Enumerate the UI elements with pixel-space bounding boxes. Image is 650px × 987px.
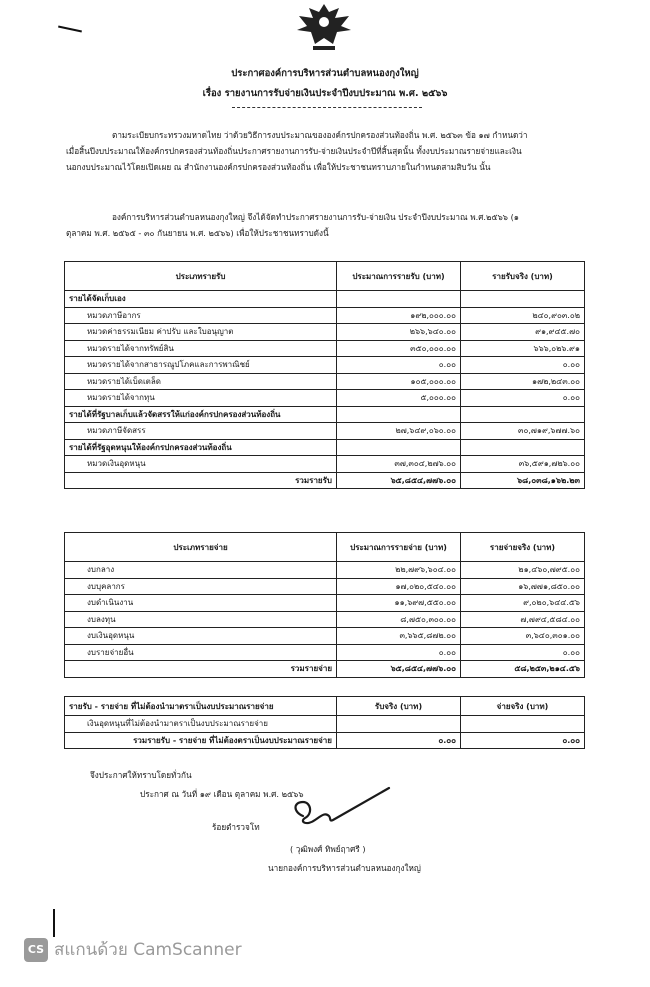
cell-label: งบกลาง [65,562,337,579]
cell-label: งบดำเนินงาน [65,595,337,612]
intro-line-4: องค์การบริหารส่วนตำบลหนองกุงใหญ่ จึงได้จัดทำประกาศรายงานการรับ-จ่ายเงิน ประจำปีงบประมาณ พ.ศ.๒๕๖๖ (๑ [112,212,519,222]
cell-est: ๒๖๖,๖๔๐.๐๐ [337,324,461,341]
cell-est: ๑๐๕,๐๐๐.๐๐ [337,373,461,390]
cell-act: ๓๖,๕๙๑,๗๒๖.๐๐ [461,456,585,473]
cell-label: รวมรายจ่าย [65,661,337,678]
table-row [65,406,585,423]
camscanner-logo-icon: CS [24,938,48,962]
table-row [65,324,585,341]
cell-label: รวมรายรับ [65,472,337,489]
cell-est: ๖๕,๘๕๔,๗๗๖.๐๐ [337,472,461,489]
table-row [65,456,585,473]
cell-act [461,439,585,456]
cell-est: ๑๑,๖๙๗,๕๕๐.๐๐ [337,595,461,612]
table-row [65,423,585,440]
cell-est [337,716,461,733]
nonbudget-table-header [65,697,585,716]
table-row [65,611,585,628]
cell-label: หมวดภาษีอากร [65,307,337,324]
cell-est: ๓,๖๖๕,๘๗๒.๐๐ [337,628,461,645]
intro-line-2: เมื่อสิ้นปีงบประมาณให้องค์กรปกครองส่วนท้องถิ่นประกาศรายงานการรับ-จ่ายเงินประจำปีที่สิ้นสุดนั้น ทั้งงบประมาณรายจ่ายและเงิน [66,146,522,156]
scan-mark-bottom [53,909,55,937]
cell-est: ๐.๐๐ [337,732,461,749]
scan-mark-top [58,26,82,33]
expense-header-actual: รายจ่ายจริง (บาท) [461,533,585,562]
cell-est: ๘,๗๕๐,๓๐๐.๐๐ [337,611,461,628]
table-row [65,472,585,489]
cell-act: ๑๖,๗๗๑,๘๕๐.๐๐ [461,578,585,595]
cell-est: ๖๕,๘๕๔,๗๗๖.๐๐ [337,661,461,678]
cell-act: ๕๘,๒๕๓,๒๑๔.๕๖ [461,661,585,678]
cell-act [461,716,585,733]
cell-act: ๙,๐๒๐,๖๔๔.๕๖ [461,595,585,612]
camscanner-text: สแกนด้วย CamScanner [54,940,242,960]
table-row [65,578,585,595]
expense-table-header [65,533,585,562]
cell-act: ๐.๐๐ [461,644,585,661]
cell-label: หมวดรายได้จากสาธารณูปโภคและการพาณิชย์ [65,357,337,374]
cell-act: ๐.๐๐ [461,357,585,374]
cell-est: ๒๒,๗๙๖,๖๐๔.๐๐ [337,562,461,579]
cell-label: งบลงทุน [65,611,337,628]
table-row [65,661,585,678]
expense-header-type: ประเภทรายจ่าย [65,533,337,562]
cell-label: งบรายจ่ายอื่น [65,644,337,661]
cell-act [461,291,585,308]
nonbudget-header-type: รายรับ - รายจ่าย ที่ไม่ต้องนำมาตราเป็นงบประมาณรายจ่าย [65,697,337,716]
table-row [65,291,585,308]
cell-act: ๖๘,๐๓๘,๑๖๒.๒๓ [461,472,585,489]
cell-est [337,291,461,308]
cell-label: รายได้ที่รัฐบาลเก็บแล้วจัดสรรให้แก่องค์กรปกครองส่วนท้องถิ่น [65,406,337,423]
table-row [65,562,585,579]
nonbudget-table [64,696,585,749]
cell-est: ๕,๐๐๐.๐๐ [337,390,461,407]
nonbudget-header-received: รับจริง (บาท) [337,697,461,716]
table-row [65,390,585,407]
cell-est: ๑๗,๐๒๐,๕๔๐.๐๐ [337,578,461,595]
intro-line-1: ตามระเบียบกระทรวงมหาดไทย ว่าด้วยวิธีการงบประมาณขององค์กรปกครองส่วนท้องถิ่น พ.ศ. ๒๕๖๓ ข้อ ๑๗ กำหนดว่า [112,130,528,140]
cell-label: หมวดค่าธรรมเนียม ค่าปรับ และใบอนุญาต [65,324,337,341]
cell-label: งบบุคลากร [65,578,337,595]
table-row [65,628,585,645]
signer-rank: ร้อยตำรวจโท [212,822,260,832]
table-row [65,716,585,733]
cell-label: งบเงินอุดหนุน [65,628,337,645]
closing-date: ประกาศ ณ วันที่ ๑๙ เดือน ตุลาคม พ.ศ. ๒๕๖๖ [140,789,304,799]
table-row [65,357,585,374]
cell-act: ๓,๖๔๐,๓๐๑.๐๐ [461,628,585,645]
signer-name: ( วุฒิพงศ์ ทิพย์ฤาศรี ) [290,844,366,854]
signer-position: นายกองค์การบริหารส่วนตำบลหนองกุงใหญ่ [268,863,421,873]
cell-act: ๒๔๐,๙๐๓.๐๒ [461,307,585,324]
table-row [65,732,585,749]
intro-line-3: นอกงบประมาณไว้โดยเปิดเผย ณ สำนักงานองค์กรปกครองส่วนท้องถิ่น เพื่อให้ประชาชนทราบภายในกำหนดสามสิบวัน นั้น [66,162,491,172]
garuda-seal-icon [293,0,355,54]
table-row [65,595,585,612]
signature-image [285,782,395,834]
cell-act: ๒๑,๔๖๐,๗๙๕.๐๐ [461,562,585,579]
income-table [64,261,585,489]
document-title: ประกาศองค์การบริหารส่วนตำบลหนองกุงใหญ่ [231,68,419,79]
income-header-actual: รายรับจริง (บาท) [461,262,585,291]
table-row [65,373,585,390]
cell-est: ๐.๐๐ [337,357,461,374]
table-row [65,439,585,456]
income-table-header [65,262,585,291]
income-header-estimate: ประมาณการรายรับ (บาท) [337,262,461,291]
expense-table [64,532,585,678]
camscanner-watermark [24,936,242,963]
cell-label: หมวดภาษีจัดสรร [65,423,337,440]
cell-act: ๓๐,๗๑๙,๖๗๗.๖๐ [461,423,585,440]
expense-header-estimate: ประมาณการรายจ่าย (บาท) [337,533,461,562]
cell-label: หมวดเงินอุดหนุน [65,456,337,473]
nonbudget-header-paid: จ่ายจริง (บาท) [461,697,585,716]
cell-est: ๐.๐๐ [337,644,461,661]
cell-label: รายได้ที่รัฐอุดหนุนให้องค์กรปกครองส่วนท้องถิ่น [65,439,337,456]
cell-act: ๗,๗๙๔,๕๘๔.๐๐ [461,611,585,628]
cell-act: ๙๑,๙๔๕.๗๐ [461,324,585,341]
document-subject: เรื่อง รายงานการรับจ่ายเงินประจำปีงบประมาณ พ.ศ. ๒๕๖๖ [202,88,448,99]
table-row [65,340,585,357]
cell-est [337,439,461,456]
cell-act: ๐.๐๐ [461,390,585,407]
cell-est [337,406,461,423]
cell-act: ๐.๐๐ [461,732,585,749]
cell-est: ๒๗,๖๔๙,๐๖๐.๐๐ [337,423,461,440]
cell-label: รายได้จัดเก็บเอง [65,291,337,308]
cell-est: ๑๙๒,๐๐๐.๐๐ [337,307,461,324]
income-header-type: ประเภทรายรับ [65,262,337,291]
table-row [65,644,585,661]
closing-announce: จึงประกาศให้ทราบโดยทั่วกัน [90,770,192,780]
table-row [65,307,585,324]
cell-act [461,406,585,423]
cell-label: หมวดรายได้จากทุน [65,390,337,407]
intro-line-5: ตุลาคม พ.ศ. ๒๕๖๕ - ๓๐ กันยายน พ.ศ. ๒๕๖๖) เพื่อให้ประชาชนทราบดังนี้ [66,228,329,238]
header-divider [232,107,422,108]
cell-label: หมวดรายได้เบ็ดเตล็ด [65,373,337,390]
cell-label: เงินอุดหนุนที่ไม่ต้องนำมาตราเป็นงบประมาณรายจ่าย [65,716,337,733]
cell-label: หมวดรายได้จากทรัพย์สิน [65,340,337,357]
cell-est: ๓๕๐,๐๐๐.๐๐ [337,340,461,357]
cell-act: ๑๗๒,๒๔๓.๐๐ [461,373,585,390]
cell-label: รวมรายรับ - รายจ่าย ที่ไม่ต้องตราเป็นงบประมาณรายจ่าย [65,732,337,749]
cell-est: ๓๗,๓๐๔,๒๗๖.๐๐ [337,456,461,473]
cell-act: ๖๖๖,๐๒๖.๙๑ [461,340,585,357]
